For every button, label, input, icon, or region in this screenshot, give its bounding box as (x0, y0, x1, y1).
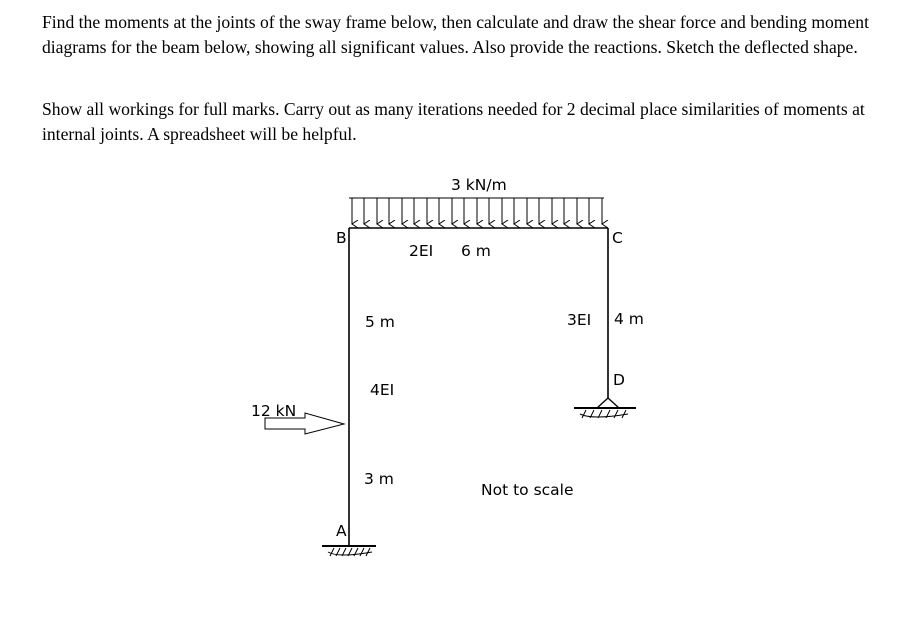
joint-c-label: C (612, 229, 623, 247)
beam-stiffness-label: 2EI (409, 242, 434, 260)
not-to-scale-note: Not to scale (481, 481, 574, 499)
question-paragraph-2: Show all workings for full marks. Carry out as many iterations needed for 2 decimal place similarities of moments at internal joints. A spreadsheet will be helpful. (42, 99, 865, 144)
joint-d-label: D (613, 371, 625, 389)
left-lower-length-label: 3 m (364, 470, 394, 488)
point-load-label: 12 kN (251, 402, 297, 420)
right-length-label: 4 m (614, 310, 644, 328)
distributed-load-label: 3 kN/m (451, 176, 507, 194)
distributed-load-arrows (349, 198, 604, 224)
left-stiffness-label: 4EI (370, 381, 395, 399)
left-upper-length-label: 5 m (365, 313, 395, 331)
joint-a-label: A (336, 522, 347, 540)
pin-support-d (574, 398, 636, 418)
right-stiffness-label: 3EI (567, 311, 592, 329)
fixed-support-a (322, 546, 376, 556)
question-paragraph-1: Find the moments at the joints of the sway frame below, then calculate and draw the shear force and bending moment diagrams for the beam below, showing all significant values. Also provide the reactions. Sketch the deflected shape. (42, 12, 869, 57)
beam-length-label: 6 m (461, 242, 491, 260)
joint-b-label: B (336, 229, 347, 247)
